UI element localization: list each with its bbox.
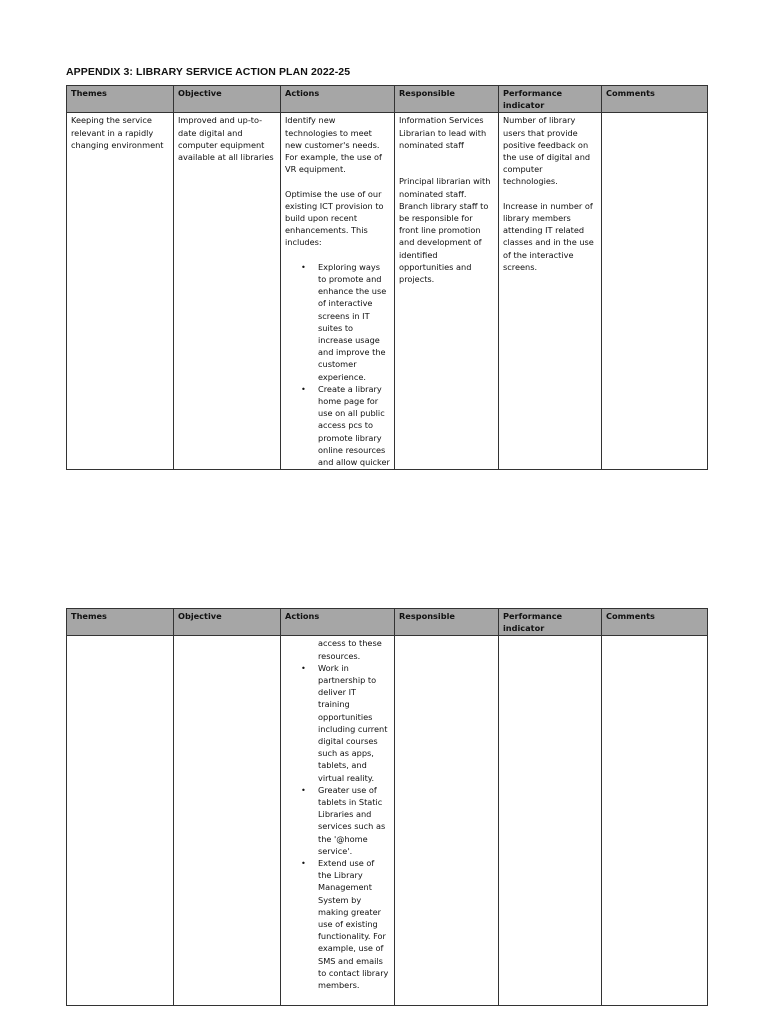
bullet-icon: • (301, 858, 306, 869)
page-title: APPENDIX 3: LIBRARY SERVICE ACTION PLAN 2022-25 (66, 66, 351, 78)
actions-bullet-list (285, 261, 390, 468)
list-item (301, 383, 390, 468)
list-item (301, 662, 390, 784)
header-themes: Themes (67, 86, 174, 113)
header-themes: Themes (67, 609, 174, 636)
header-responsible: Responsible (395, 609, 499, 636)
header-comments: Comments (602, 86, 708, 113)
header-actions: Actions (281, 86, 395, 113)
actions-bullet-list (285, 662, 390, 991)
cell-objective (174, 113, 281, 470)
header-performance-indicator: Performance indicator (499, 609, 602, 636)
actions-paragraph-2: Optimise the use of our existing ICT provision to build upon recent enhancements. This includes: (285, 188, 384, 248)
cell-comments (602, 113, 708, 470)
header-comments: Comments (602, 609, 708, 636)
theme-text: Keeping the service relevant in a rapidly changing environment (71, 115, 164, 150)
header-objective: Objective (174, 86, 281, 113)
bullet-icon: • (301, 261, 306, 272)
responsible-paragraph-2: Principal librarian with nominated staff. Branch library staff to be responsible for front line promotion and development of identified opportunities and projects. (399, 176, 491, 285)
performance-paragraph-2: Increase in number of library members attending IT related classes and in the use of the interactive screens. (503, 200, 594, 272)
header-objective: Objective (174, 609, 281, 636)
bullet-text: Work in partnership to deliver IT training opportunities including current digital courses such as apps, tablets, and virtual reality. (318, 662, 388, 783)
header-actions: Actions (281, 609, 395, 636)
actions-continued-text: access to these resources. (318, 638, 382, 661)
bullet-text: Greater use of tablets in Static Libraries and services such as the '@home service'. (318, 784, 386, 856)
cell-responsible (395, 636, 499, 1006)
cell-actions (281, 113, 395, 470)
cell-comments (602, 636, 708, 1006)
bullet-text: Exploring ways to promote and enhance the use of interactive screens in IT suites to increase usage and improve the customer experience. (318, 261, 387, 382)
table-header-row (67, 609, 708, 636)
bullet-icon: • (301, 784, 306, 795)
cell-performance-indicator (499, 636, 602, 1006)
bullet-text: Create a library home page for use on all public access pcs to promote library online resources and allow quicker (318, 383, 390, 468)
cell-theme (67, 636, 174, 1006)
list-item (301, 857, 390, 991)
header-performance-indicator: Performance indicator (499, 86, 602, 113)
table-row (67, 113, 708, 470)
header-responsible: Responsible (395, 86, 499, 113)
table-row (67, 636, 708, 1006)
list-item (301, 784, 390, 857)
bullet-text: Extend use of the Library Management System by making greater use of existing functionality. For example, use of SMS and emails to contact library members. (318, 858, 389, 991)
bullet-icon: • (301, 383, 306, 394)
actions-paragraph-1: Identify new technologies to meet new customer's needs. For example, the use of VR equipment. (285, 115, 382, 175)
cell-theme (67, 113, 174, 470)
table-header-row (67, 86, 708, 113)
performance-paragraph-1: Number of library users that provide positive feedback on the use of digital and computer technologies. (503, 115, 591, 187)
cell-actions (281, 636, 395, 1006)
list-item (301, 261, 390, 383)
action-plan-table-page-1 (66, 85, 708, 470)
cell-performance-indicator (499, 113, 602, 470)
action-plan-table-page-2 (66, 608, 708, 1006)
responsible-paragraph-1: Information Services Librarian to lead with nominated staff (399, 115, 487, 150)
bullet-icon: • (301, 662, 306, 673)
cell-responsible (395, 113, 499, 470)
cell-objective (174, 636, 281, 1006)
objective-text: Improved and up-to-date digital and computer equipment available at all libraries (178, 115, 274, 163)
